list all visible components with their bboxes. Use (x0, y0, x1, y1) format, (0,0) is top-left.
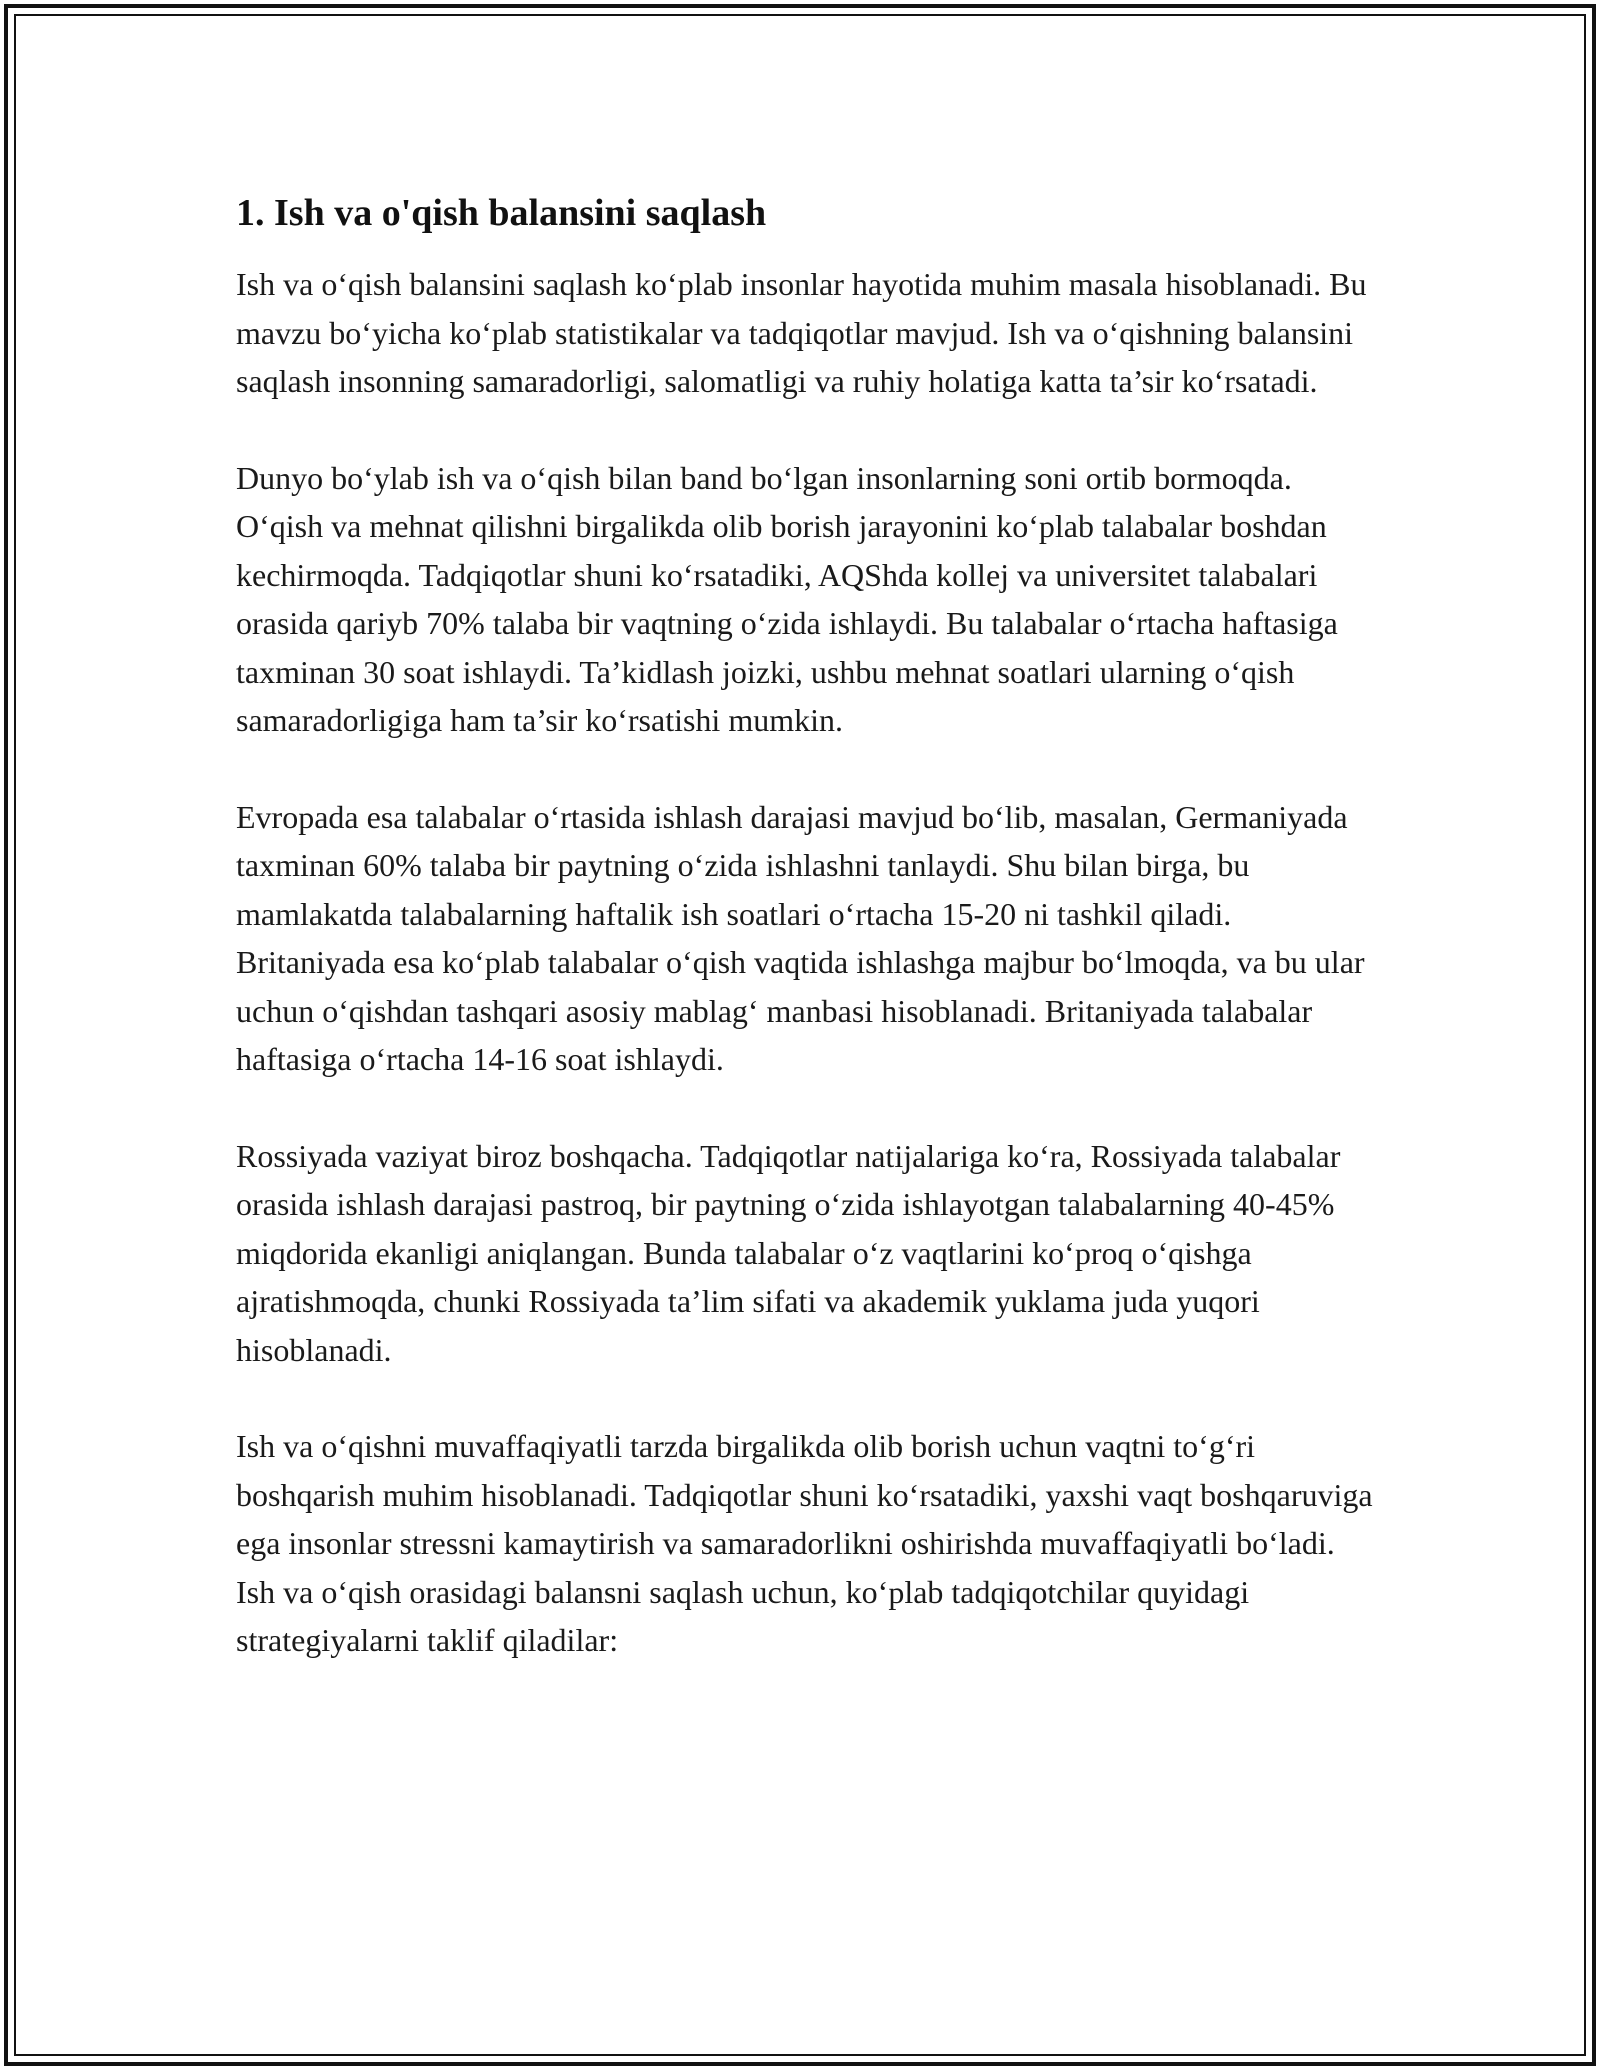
document-body (236, 188, 1376, 1713)
section-heading: 1. Ish va o'qish balansini saqlash (236, 192, 767, 234)
paragraph-4: Rossiyada vaziyat biroz boshqacha. Tadqiqotlar natijalariga ko‘ra, Rossiyada talabalar orasida ishlash darajasi pastroq, bir paytning o‘zida ishlayotgan talabalarning 40-45% miqdorida ekanligi aniqlangan. Bunda talabalar o‘z vaqtlarini ko‘proq o‘qishga ajratishmoqda, chunki Rossiyada ta’lim sifati va akademik yuklama juda yuqori hisoblanadi. (236, 1137, 1341, 1368)
paragraph-1: Ish va o‘qish balansini saqlash ko‘plab insonlar hayotida muhim masala hisoblanadi. Bu mavzu bo‘yicha ko‘plab statistikalar va tadqiqotlar mavjud. Ish va o‘qishning balansini saqlash insonning samaradorligi, salomatligi va ruhiy holatiga katta ta’sir ko‘rsatadi. (236, 266, 1367, 399)
paragraph-2: Dunyo bo‘ylab ish va o‘qish bilan band bo‘lgan insonlarning soni ortib bormoqda. O‘qish va mehnat qilishni birgalikda olib borish jarayonini ko‘plab talabalar boshdan kechirmoqda. Tadqiqotlar shuni ko‘rsatadiki, AQShda kollej va universitet talabalari orasida qariyb 70% talaba bir vaqtning o‘zida ishlaydi. Bu talabalar o‘rtacha haftasiga taxminan 30 soat ishlaydi. Ta’kidlash joizki, ushbu mehnat soatlari ularning o‘qish samaradorligiga ham ta’sir ko‘rsatishi mumkin. (236, 459, 1338, 738)
paragraph-3: Evropada esa talabalar o‘rtasida ishlash darajasi mavjud bo‘lib, masalan, Germaniyada taxminan 60% talaba bir paytning o‘zida ishlashni tanlaydi. Shu bilan birga, bu mamlakatda talabalarning haftalik ish soatlari o‘rtacha 15-20 ni tashkil qiladi. Britaniyada esa ko‘plab talabalar o‘qish vaqtida ishlashga majbur bo‘lmoqda, va bu ular uchun o‘qishdan tashqari asosiy mablag‘ manbasi hisoblanadi. Britaniyada talabalar haftasiga o‘rtacha 14-16 soat ishlaydi. (236, 798, 1365, 1077)
paragraph-5: Ish va o‘qishni muvaffaqiyatli tarzda birgalikda olib borish uchun vaqtni to‘g‘ri boshqarish muhim hisoblanadi. Tadqiqotlar shuni ko‘rsatadiki, yaxshi vaqt boshqaruviga ega insonlar stressni kamaytirish va samaradorlikni oshirishda muvaffaqiyatli bo‘ladi. Ish va o‘qish orasidagi balansni saqlash uchun, ko‘plab tadqiqotchilar quyidagi strategiyalarni taklif qiladilar: (236, 1428, 1373, 1658)
